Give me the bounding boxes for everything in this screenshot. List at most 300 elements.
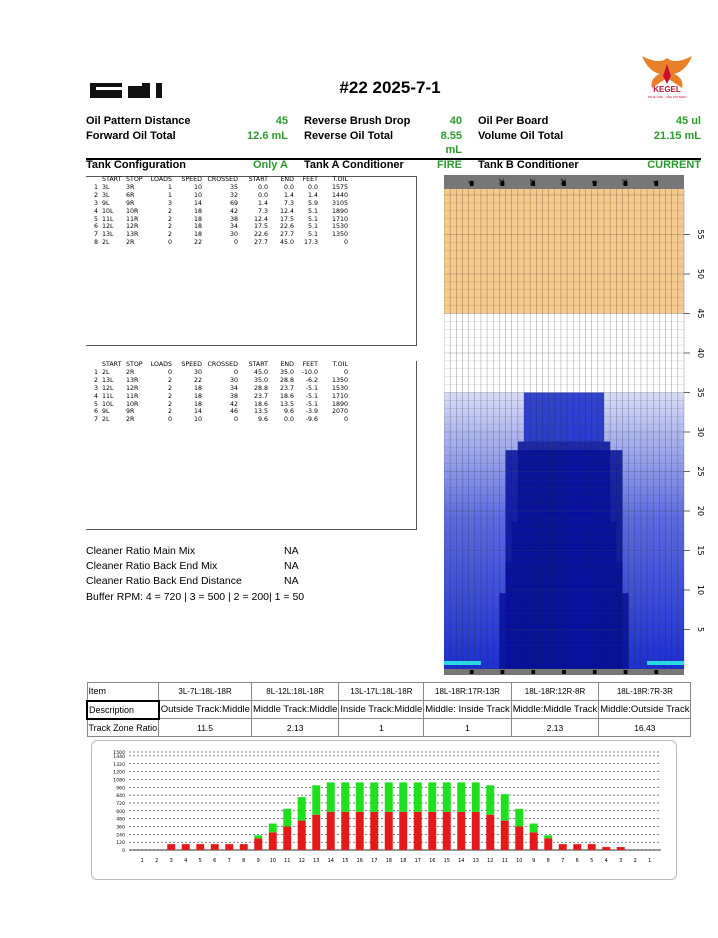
- table-cell: 0: [343, 239, 348, 247]
- table-cell: 18: [193, 392, 202, 400]
- table-cell: 5.9: [307, 199, 318, 207]
- table-cell: 0: [167, 239, 172, 247]
- table-cell: 13.5: [253, 408, 268, 416]
- table-cell: 7.3: [283, 199, 294, 207]
- column-header: SPEED: [181, 361, 202, 368]
- table-cell: 10: [193, 416, 202, 424]
- zone-cell: Outside Track:Middle: [159, 701, 252, 719]
- info-value: FIRE: [436, 159, 462, 172]
- column-header: START: [102, 361, 122, 368]
- table-row: [86, 377, 350, 385]
- table-cell: 12.4: [279, 207, 294, 215]
- table-cell: 0: [167, 368, 172, 376]
- table-row: [86, 393, 350, 401]
- table-row: [86, 385, 350, 393]
- zone-cell: 18L-18R:7R-3R: [599, 683, 691, 701]
- table-cell: -9.6: [305, 416, 318, 424]
- table-cell: 12R: [126, 384, 139, 392]
- brand-logo: [90, 82, 170, 99]
- table-cell: 18: [193, 215, 202, 223]
- cleaner-row: Cleaner Ratio Back End Mix NA: [86, 560, 299, 573]
- zone-cell: 13L-17L:18L-18R: [339, 683, 424, 701]
- red-bar: [602, 847, 610, 850]
- distance-label: 15: [696, 545, 705, 556]
- table-cell: 1890: [331, 207, 348, 215]
- table-cell: -5.1: [305, 384, 318, 392]
- table-cell: 18: [193, 384, 202, 392]
- x-tick-label: 6: [213, 858, 217, 864]
- target-dot: [593, 670, 597, 674]
- x-tick-label: 4: [184, 858, 188, 864]
- table-row: [86, 369, 350, 377]
- table-cell: 35: [229, 183, 238, 191]
- column-header: END: [280, 176, 294, 183]
- y-tick-label: 1500: [113, 751, 125, 756]
- page-title: #22 2025-7-1: [339, 78, 441, 97]
- table-cell: 5.1: [307, 215, 318, 223]
- table-cell: 5.1: [307, 223, 318, 231]
- table-cell: 7.3: [257, 207, 268, 215]
- green-bar: [385, 782, 393, 811]
- table-cell: 2: [167, 223, 172, 231]
- table-row: [86, 416, 350, 424]
- x-tick-label: 4: [604, 858, 608, 864]
- table-cell: 14: [193, 408, 202, 416]
- red-bar: [443, 812, 451, 850]
- column-header: END: [280, 361, 294, 368]
- info-label: Reverse Oil Total: [304, 129, 394, 142]
- zone-cell: 16.43: [599, 719, 691, 737]
- board-label: 5: [466, 180, 474, 184]
- x-tick-label: 3: [169, 858, 173, 864]
- kegel-logo: [636, 54, 698, 100]
- x-tick-label: 11: [284, 858, 291, 864]
- table-cell: 5.1: [307, 231, 318, 239]
- oil-distribution-chart: [91, 740, 677, 880]
- y-tick-label: 1200: [113, 770, 125, 776]
- x-tick-label: 10: [516, 858, 523, 864]
- target-dot: [654, 670, 658, 674]
- table-cell: 27.7: [253, 239, 268, 247]
- table-cell: 12.4: [253, 215, 268, 223]
- red-bar: [341, 812, 349, 850]
- table-cell: 22: [193, 239, 202, 247]
- table-cell: 0.0: [257, 183, 268, 191]
- table-cell: 10L: [102, 207, 114, 215]
- table-cell: 7: [93, 416, 98, 424]
- table-cell: 6R: [126, 191, 135, 199]
- x-tick-label: 9: [532, 858, 536, 864]
- table-cell: 1350: [331, 231, 348, 239]
- column-header: LOADS: [150, 176, 172, 183]
- oil-block: [506, 450, 623, 669]
- y-tick-label: 480: [116, 817, 125, 823]
- green-bar: [312, 785, 320, 814]
- board-label: 5: [589, 180, 597, 184]
- buffer-rpm: Buffer RPM: 4 = 720 | 3 = 500 | 2 = 200| 1 = 50: [86, 590, 305, 603]
- target-dot: [470, 670, 474, 674]
- track-zone-table: [86, 682, 691, 737]
- zone-cell: 11.5: [159, 719, 252, 737]
- cyan-marker: [444, 661, 481, 665]
- green-bar: [443, 782, 451, 811]
- table-cell: 11R: [126, 392, 139, 400]
- green-bar: [298, 797, 306, 821]
- reverse-pass-table: [86, 361, 417, 530]
- green-bar: [414, 782, 422, 811]
- oil-pattern-graph: [444, 175, 716, 675]
- table-cell: 4: [93, 392, 98, 400]
- y-tick-label: 960: [116, 786, 125, 792]
- zone-cell: 1: [339, 719, 424, 737]
- table-cell: 69: [229, 199, 238, 207]
- target-dot: [501, 670, 505, 674]
- x-tick-label: 3: [619, 858, 623, 864]
- table-cell: 1.4: [283, 191, 294, 199]
- zone-cell: 3L-7L:18L-18R: [159, 683, 252, 701]
- column-header: CROSSED: [207, 361, 238, 368]
- column-header: T.OIL: [332, 361, 348, 368]
- x-tick-label: 14: [458, 858, 465, 864]
- column-header: FEET: [302, 361, 318, 368]
- zone-cell: Description: [87, 701, 159, 719]
- table-cell: 1530: [331, 384, 348, 392]
- table-cell: 28.8: [279, 376, 294, 384]
- table-cell: 0.0: [283, 183, 294, 191]
- y-tick-label: 240: [116, 833, 125, 839]
- table-cell: 0.0: [257, 191, 268, 199]
- table-cell: 0: [343, 416, 348, 424]
- table-cell: 9L: [102, 408, 110, 416]
- table-cell: 2: [167, 400, 172, 408]
- x-tick-label: 16: [356, 858, 363, 864]
- table-cell: 35.0: [279, 368, 294, 376]
- pattern-info: [86, 114, 701, 173]
- x-tick-label: 17: [371, 858, 378, 864]
- info-row: [86, 129, 701, 158]
- y-tick-label: 1440: [113, 754, 125, 760]
- table-row: [86, 200, 350, 208]
- board-label: 10: [620, 178, 628, 186]
- x-tick-label: 1: [140, 858, 144, 864]
- table-cell: 2: [93, 376, 98, 384]
- column-header: [86, 176, 100, 184]
- table-cell: 23.7: [253, 392, 268, 400]
- table-cell: 13L: [102, 376, 114, 384]
- zone-cell: 8L-12L:18L-18R: [251, 683, 338, 701]
- distance-label: 50: [696, 268, 705, 280]
- table-cell: -5.1: [305, 392, 318, 400]
- table-cell: 10: [193, 183, 202, 191]
- green-bar: [327, 782, 335, 811]
- board-label: 10: [497, 178, 505, 186]
- table-row: [86, 216, 350, 224]
- red-bar: [283, 826, 291, 850]
- red-bar: [428, 812, 436, 850]
- info-value: 12.6 mL: [247, 129, 288, 142]
- divider: [86, 158, 701, 160]
- x-tick-label: 17: [414, 858, 421, 864]
- table-cell: 14: [193, 199, 202, 207]
- red-bar: [182, 844, 190, 850]
- oil-block: [524, 393, 604, 442]
- table-cell: 2: [167, 215, 172, 223]
- red-bar: [530, 832, 538, 850]
- x-tick-label: 13: [472, 858, 479, 864]
- red-bar: [312, 815, 320, 850]
- table-cell: 18.6: [253, 400, 268, 408]
- y-tick-label: 600: [116, 809, 125, 815]
- red-bar: [269, 832, 277, 850]
- table-cell: 1440: [331, 191, 348, 199]
- table-cell: 9.6: [283, 408, 294, 416]
- table-row: [86, 192, 350, 200]
- table-cell: -5.1: [305, 400, 318, 408]
- table-cell: 4: [93, 207, 98, 215]
- zone-cell: 18L-18R:17R-13R: [424, 683, 511, 701]
- table-cell: 2L: [102, 239, 110, 247]
- table-cell: 38: [229, 392, 238, 400]
- table-cell: 0: [233, 368, 238, 376]
- table-cell: 23.7: [279, 384, 294, 392]
- column-header: T.OIL: [332, 176, 348, 183]
- table-cell: 0: [167, 416, 172, 424]
- column-header: LOADS: [150, 361, 172, 368]
- table-row: [86, 401, 350, 409]
- distance-label: 30: [696, 426, 705, 438]
- red-bar: [588, 844, 596, 850]
- table-cell: 0.0: [307, 183, 318, 191]
- info-label: Tank A Conditioner: [304, 159, 404, 172]
- target-dot: [624, 670, 628, 674]
- table-cell: 0: [343, 368, 348, 376]
- zone-row: [87, 683, 691, 701]
- column-header: CROSSED: [207, 176, 238, 183]
- y-tick-label: 360: [116, 825, 125, 831]
- table-cell: 2R: [126, 368, 135, 376]
- table-cell: 3L: [102, 183, 110, 191]
- table-cell: 12L: [102, 384, 114, 392]
- table-cell: 22.6: [279, 223, 294, 231]
- zone-cell: Middle:Outside Track: [599, 701, 691, 719]
- x-tick-label: 5: [198, 858, 202, 864]
- table-cell: 8: [93, 239, 98, 247]
- red-bar: [240, 844, 248, 850]
- table-cell: 1890: [331, 400, 348, 408]
- red-bar: [254, 838, 262, 850]
- x-tick-label: 9: [256, 858, 260, 864]
- table-cell: 45.0: [253, 368, 268, 376]
- table-cell: 18: [193, 207, 202, 215]
- column-header: START: [102, 176, 122, 183]
- column-header: SPEED: [181, 176, 202, 183]
- table-cell: 1350: [331, 376, 348, 384]
- table-cell: 45.0: [279, 239, 294, 247]
- info-value: 45 ul: [675, 115, 701, 127]
- table-cell: 13R: [126, 376, 139, 384]
- table-cell: 5: [93, 400, 98, 408]
- column-header: START: [248, 361, 268, 368]
- x-tick-label: 18: [400, 858, 407, 864]
- x-tick-label: 7: [227, 858, 231, 864]
- table-cell: 2L: [102, 416, 110, 424]
- table-cell: 0.0: [283, 416, 294, 424]
- table-cell: 1: [167, 183, 172, 191]
- red-bar: [211, 844, 219, 850]
- green-bar: [428, 782, 436, 811]
- table-cell: 3105: [331, 199, 348, 207]
- red-bar: [399, 812, 407, 850]
- table-cell: 2L: [102, 368, 110, 376]
- distance-label: 40: [696, 347, 705, 359]
- y-tick-label: 1080: [113, 778, 125, 784]
- y-tick-label: 840: [116, 794, 125, 800]
- x-tick-label: 10: [269, 858, 276, 864]
- table-cell: 3: [93, 199, 98, 207]
- green-bar: [515, 809, 523, 827]
- info-label: Reverse Brush Drop: [304, 115, 411, 127]
- board-label: 20: [559, 178, 566, 186]
- table-cell: 17.5: [279, 215, 294, 223]
- table-cell: 13R: [126, 231, 139, 239]
- table-row: [86, 239, 350, 247]
- green-bar: [530, 824, 538, 833]
- cyan-marker: [647, 661, 684, 665]
- table-cell: 3R: [126, 183, 135, 191]
- table-cell: 18.6: [279, 392, 294, 400]
- table-cell: -3.9: [305, 408, 318, 416]
- red-bar: [225, 844, 233, 850]
- column-header: STOP: [126, 361, 143, 368]
- green-bar: [283, 809, 291, 827]
- x-tick-label: 7: [561, 858, 565, 864]
- table-cell: 6: [93, 408, 98, 416]
- table-cell: 9L: [102, 199, 110, 207]
- info-value: 40: [449, 115, 462, 127]
- table-cell: 6: [93, 223, 98, 231]
- table-cell: 2R: [126, 416, 135, 424]
- distance-label: 20: [696, 505, 705, 517]
- table-cell: 1: [93, 368, 98, 376]
- y-tick-label: 0: [122, 849, 125, 854]
- red-bar: [472, 812, 480, 850]
- green-bar: [356, 782, 364, 811]
- red-bar: [196, 844, 204, 850]
- board-label: 15: [528, 178, 536, 186]
- info-label: Forward Oil Total: [86, 129, 176, 142]
- info-label: Oil Per Board: [478, 115, 549, 127]
- table-cell: 1710: [331, 392, 348, 400]
- x-tick-label: 6: [575, 858, 579, 864]
- red-bar: [559, 844, 567, 850]
- info-label: Tank Configuration: [86, 159, 187, 172]
- column-header: STOP: [126, 176, 143, 183]
- table-cell: 2070: [331, 408, 348, 416]
- x-tick-label: 15: [342, 858, 349, 864]
- green-bar: [457, 782, 465, 811]
- red-bar: [486, 815, 494, 850]
- info-value: 45: [275, 115, 288, 127]
- red-bar: [298, 821, 306, 850]
- table-cell: 34: [229, 384, 238, 392]
- table-row: [86, 223, 350, 231]
- table-cell: 1530: [331, 223, 348, 231]
- green-bar: [501, 794, 509, 820]
- table-cell: 11R: [126, 215, 139, 223]
- table-cell: 2: [167, 231, 172, 239]
- table-cell: 1: [167, 191, 172, 199]
- table-cell: 9R: [126, 408, 135, 416]
- table-cell: 0: [233, 239, 238, 247]
- zone-cell: Middle Track:Middle: [251, 701, 338, 719]
- column-header: [86, 361, 100, 369]
- table-cell: 18: [193, 400, 202, 408]
- y-tick-label: 120: [116, 841, 125, 847]
- table-cell: 1.4: [257, 199, 268, 207]
- table-cell: 10R: [126, 207, 139, 215]
- table-cell: 5.1: [307, 207, 318, 215]
- x-tick-label: 12: [298, 858, 305, 864]
- table-cell: 11L: [102, 215, 114, 223]
- distance-label: 10: [696, 584, 705, 596]
- table-cell: 30: [229, 376, 238, 384]
- x-tick-label: 15: [443, 858, 450, 864]
- zone-cell: 18L-18R:12R-8R: [511, 683, 598, 701]
- distance-label: 5: [696, 626, 705, 633]
- target-dot: [562, 670, 566, 674]
- info-row: [86, 114, 701, 129]
- table-cell: 32: [229, 191, 238, 199]
- table-cell: 34: [229, 223, 238, 231]
- zone-cell: Track Zone Ratio: [87, 719, 159, 737]
- table-cell: 1575: [331, 183, 348, 191]
- table-cell: 3: [167, 199, 172, 207]
- svg-text:TRUE ONE · ONE PATTERN: TRUE ONE · ONE PATTERN: [647, 95, 687, 99]
- red-bar: [617, 847, 625, 850]
- table-cell: 2: [167, 384, 172, 392]
- table-cell: 9.6: [257, 416, 268, 424]
- table-cell: 2: [93, 191, 98, 199]
- x-tick-label: 2: [633, 858, 637, 864]
- cleaner-row: Cleaner Ratio Main Mix NA: [86, 545, 299, 557]
- table-cell: 18: [193, 231, 202, 239]
- green-bar: [544, 835, 552, 838]
- table-row: [86, 231, 350, 239]
- red-bar: [544, 838, 552, 850]
- red-bar: [370, 812, 378, 850]
- green-bar: [341, 782, 349, 811]
- table-cell: 46: [229, 408, 238, 416]
- zone-cell: 1: [424, 719, 511, 737]
- table-cell: 38: [229, 215, 238, 223]
- zone-row: [87, 719, 691, 737]
- zone-row: [87, 701, 691, 719]
- info-value: CURRENT: [647, 159, 701, 172]
- table-cell: 27.7: [279, 231, 294, 239]
- red-bar: [501, 821, 509, 850]
- table-cell: 1.4: [307, 191, 318, 199]
- table-cell: 5: [93, 215, 98, 223]
- table-cell: 12R: [126, 223, 139, 231]
- green-bar: [254, 835, 262, 838]
- table-cell: 18: [193, 223, 202, 231]
- x-tick-label: 1: [648, 858, 652, 864]
- info-value: Only A: [252, 159, 288, 172]
- table-cell: 17.3: [303, 239, 318, 247]
- table-cell: 42: [229, 400, 238, 408]
- table-cell: 22.6: [253, 231, 268, 239]
- table-cell: 7: [93, 231, 98, 239]
